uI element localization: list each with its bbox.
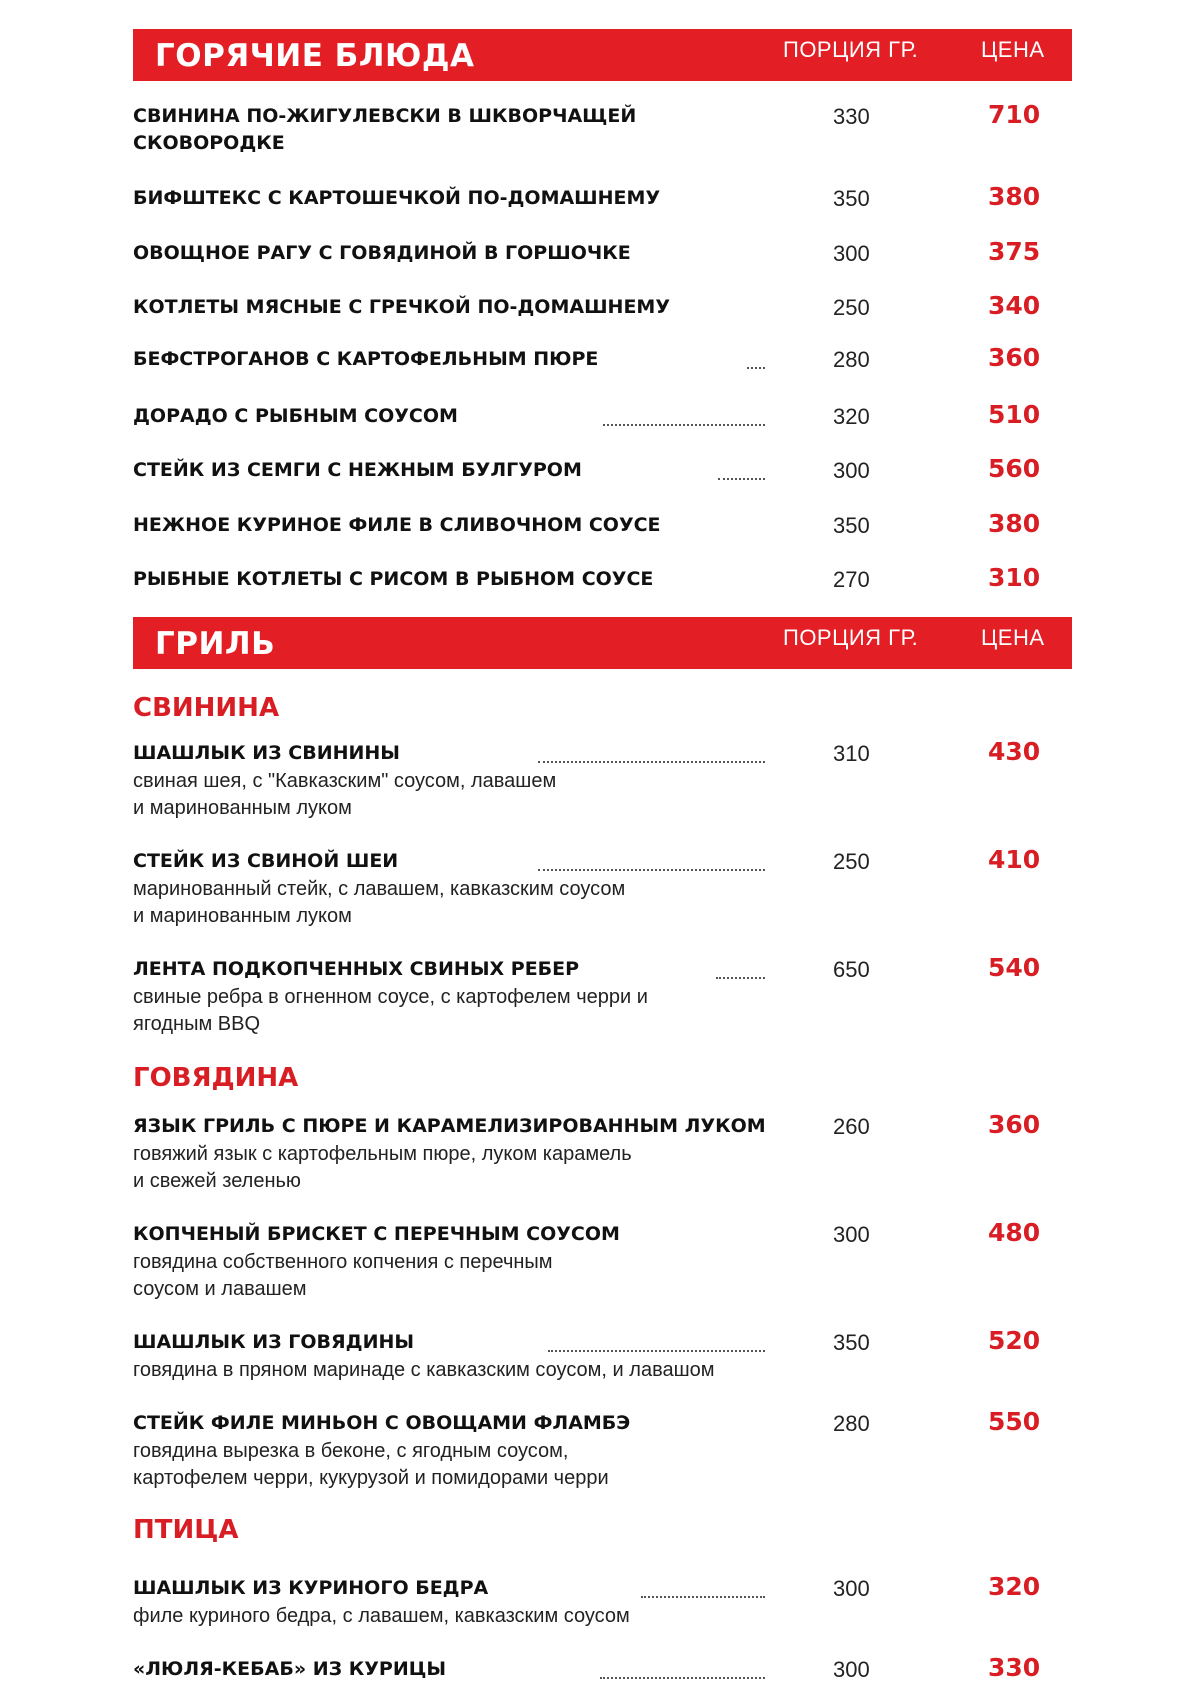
dish-portion: 250 [833,295,870,320]
dish-price: 430 [988,737,1041,766]
menu-item-row [133,291,1073,322]
leader-dots [718,457,765,480]
dish-price: 340 [988,291,1041,320]
dish-portion: 310 [833,741,870,766]
dish-name: «ЛЮЛЯ-КЕБАБ» ИЗ КУРИЦЫ [133,1658,447,1680]
dish-portion: 300 [833,458,870,483]
dish-name: СТЕЙК ИЗ СЕМГИ С НЕЖНЫМ БУЛГУРОМ [133,459,582,481]
dish-price: 540 [988,953,1041,982]
leader-dots [641,1575,765,1598]
dish-portion: 330 [833,104,870,129]
leader-dots [747,346,765,369]
leader-dots [603,403,765,426]
section-title: ГОРЯЧИЕ БЛЮДА [155,38,475,74]
menu-item [133,1326,1073,1384]
dish-name: СТЕЙК ИЗ СВИНОЙ ШЕИ [133,850,399,872]
leader-dots [716,956,765,979]
menu-item-row [133,1572,1073,1603]
section-header-grill [133,617,1072,669]
dish-portion: 300 [833,1576,870,1601]
dish-name: ЯЗЫК ГРИЛЬ С ПЮРЕ И КАРАМЕЛИЗИРОВАННЫМ ЛУКОМ [133,1115,766,1137]
menu-item-row [133,454,1073,485]
leader-dots [538,848,765,871]
menu-item-row [133,1218,1073,1249]
dish-name: СТЕЙК ФИЛЕ МИНЬОН С ОВОЩАМИ ФЛАМБЭ [133,1412,631,1434]
menu-item [133,509,1073,540]
dish-name: ШАШЛЫК ИЗ КУРИНОГО БЕДРА [133,1577,489,1599]
dish-price: 320 [988,1572,1041,1601]
dish-portion: 320 [833,404,870,429]
menu-item [133,1572,1073,1630]
dish-price: 520 [988,1326,1041,1355]
leader-dots [548,1329,765,1352]
section-title: ГРИЛЬ [155,626,276,662]
menu-item [133,343,1073,374]
menu-item-row [133,400,1073,431]
dish-name: БИФШТЕКС С КАРТОШЕЧКОЙ ПО-ДОМАШНЕМУ [133,187,661,209]
menu-item [133,953,1073,1038]
menu-item [133,182,1073,213]
dish-name: КОТЛЕТЫ МЯСНЫЕ С ГРЕЧКОЙ ПО-ДОМАШНЕМУ [133,296,670,318]
dish-portion: 300 [833,241,870,266]
subsection-title-beef: ГОВЯДИНА [133,1063,299,1093]
section-header-hot [133,29,1072,81]
menu-item-row [133,343,1073,374]
menu-item [133,1218,1073,1303]
dish-name: ШАШЛЫК ИЗ ГОВЯДИНЫ [133,1331,415,1353]
dish-name: ЛЕНТА ПОДКОПЧЕННЫХ СВИНЫХ РЕБЕР [133,958,580,980]
menu-item-row [133,845,1073,876]
dish-name: СВИНИНА ПО-ЖИГУЛЕВСКИ В ШКВОРЧАЩЕЙ СКОВОРОДКЕ [133,105,637,154]
dish-description: филе куриного бедра, с лавашем, кавказским соусом [133,1605,630,1627]
dish-name: РЫБНЫЕ КОТЛЕТЫ С РИСОМ В РЫБНОМ СОУСЕ [133,568,654,590]
dish-portion: 270 [833,567,870,592]
menu-item [133,1653,1073,1684]
dish-price: 560 [988,454,1041,483]
menu-item-row [133,563,1073,594]
dish-portion: 300 [833,1657,870,1682]
menu-item [133,845,1073,930]
dish-price: 375 [988,237,1041,266]
dish-name: ДОРАДО С РЫБНЫМ СОУСОМ [133,405,458,427]
column-price: ЦЕНА [981,37,1045,62]
menu-item [133,1110,1073,1195]
menu-item [133,563,1073,594]
menu-item [133,737,1073,822]
subsection-title-poultry: ПТИЦА [133,1515,239,1545]
menu-item-row [133,1110,1073,1141]
dish-name: КОПЧЕНЫЙ БРИСКЕТ С ПЕРЕЧНЫМ СОУСОМ [133,1223,620,1245]
menu-item-row [133,1326,1073,1357]
menu-item-row [133,100,1073,154]
dish-description: свиная шея, с "Кавказским" соусом, лавашем и маринованным луком [133,770,557,819]
menu-item-row [133,509,1073,540]
menu-item-row [133,182,1073,213]
dish-description: говядина в пряном маринаде с кавказским соусом, и лавашом [133,1359,715,1381]
dish-portion: 280 [833,347,870,372]
dish-price: 510 [988,400,1041,429]
column-portion: ПОРЦИЯ ГР. [783,37,919,62]
dish-price: 410 [988,845,1041,874]
menu-item-row [133,1407,1073,1438]
leader-dots [600,1656,765,1679]
column-portion: ПОРЦИЯ ГР. [783,625,919,650]
menu-item [133,291,1073,322]
dish-price: 310 [988,563,1041,592]
dish-price: 360 [988,1110,1041,1139]
menu-item [133,454,1073,485]
dish-portion: 350 [833,513,870,538]
dish-price: 380 [988,182,1041,211]
dish-portion: 280 [833,1411,870,1436]
dish-portion: 300 [833,1222,870,1247]
menu-item-row [133,737,1073,768]
dish-description: говядина собственного копчения с перечным соусом и лавашем [133,1251,553,1300]
dish-portion: 260 [833,1114,870,1139]
dish-portion: 350 [833,186,870,211]
dish-price: 550 [988,1407,1041,1436]
menu-item-row [133,953,1073,984]
dish-name: НЕЖНОЕ КУРИНОЕ ФИЛЕ В СЛИВОЧНОМ СОУСЕ [133,514,661,536]
dish-description: говяжий язык с картофельным пюре, луком карамель и свежей зеленью [133,1143,632,1192]
dish-description: говядина вырезка в беконе, с ягодным соусом, картофелем черри, кукурузой и помидорами черри [133,1440,609,1489]
menu-item [133,237,1073,268]
menu-item [133,400,1073,431]
dish-price: 380 [988,509,1041,538]
menu-item-row [133,1653,1073,1684]
menu-item [133,1407,1073,1492]
menu-item [133,100,1073,154]
dish-name: ШАШЛЫК ИЗ СВИНИНЫ [133,742,400,764]
dish-price: 360 [988,343,1041,372]
menu-item-row [133,237,1073,268]
dish-price: 480 [988,1218,1041,1247]
leader-dots [538,740,765,763]
dish-price: 330 [988,1653,1041,1682]
dish-portion: 350 [833,1330,870,1355]
dish-description: маринованный стейк, с лавашем, кавказским соусом и маринованным луком [133,878,626,927]
column-price: ЦЕНА [981,625,1045,650]
dish-name: БЕФСТРОГАНОВ С КАРТОФЕЛЬНЫМ ПЮРЕ [133,348,599,370]
dish-portion: 250 [833,849,870,874]
subsection-title-pork: СВИНИНА [133,693,280,723]
dish-portion: 650 [833,957,870,982]
dish-price: 710 [988,100,1041,129]
dish-name: ОВОЩНОЕ РАГУ С ГОВЯДИНОЙ В ГОРШОЧКЕ [133,242,631,264]
dish-description: свиные ребра в огненном соусе, с картофелем черри и ягодным BBQ [133,986,648,1035]
